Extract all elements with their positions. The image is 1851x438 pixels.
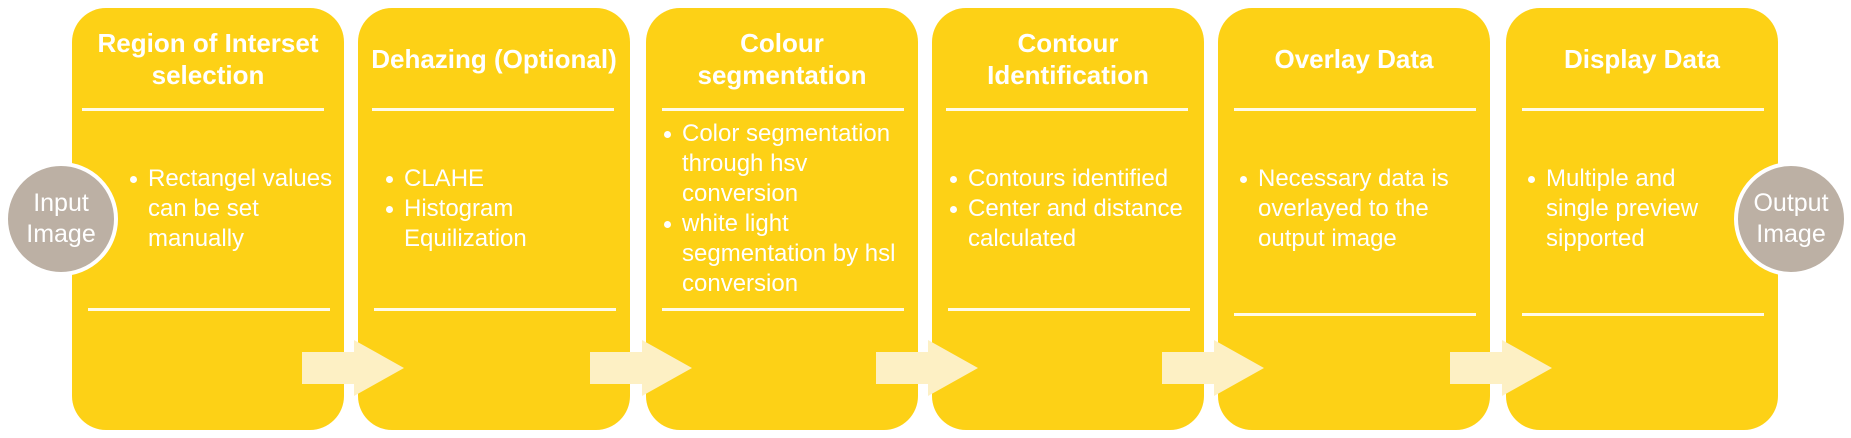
step-title: Region of Interset selection <box>97 28 319 90</box>
bullet-item: Necessary data is overlayed to the output image <box>1236 164 1482 254</box>
divider <box>1522 313 1764 316</box>
bullet-item: Histogram Equilization <box>382 194 622 254</box>
step-title: Dehazing (Optional) <box>371 44 617 74</box>
step-bullets <box>1524 110 1718 308</box>
step-bullets <box>660 110 914 308</box>
divider <box>948 308 1190 311</box>
step-title: Display Data <box>1563 44 1721 74</box>
step-bullets <box>1236 110 1482 308</box>
input-image-node <box>4 162 118 276</box>
divider <box>662 308 904 311</box>
divider <box>1234 313 1476 316</box>
bullet-item: CLAHE <box>382 164 622 194</box>
node-label-line: Image <box>1756 220 1826 248</box>
step-title: Colour segmentation <box>697 28 867 90</box>
step-bullets <box>946 110 1200 308</box>
flow-arrow-icon <box>302 340 404 396</box>
bullet-item: Center and distance calculated <box>946 194 1200 254</box>
step-title: Overlay Data <box>1274 44 1434 74</box>
bullet-item: Rectangel values can be set manually <box>126 164 336 254</box>
flow-arrow-icon <box>1162 340 1264 396</box>
node-label-line: Image <box>26 220 96 248</box>
flow-arrow-icon <box>590 340 692 396</box>
bullet-item: Multiple and single preview sipported <box>1524 164 1718 254</box>
divider <box>374 308 616 311</box>
bullet-item: white light segmentation by hsl conversion <box>660 209 914 299</box>
flow-arrow-icon <box>876 340 978 396</box>
bullet-item: Color segmentation through hsv conversion <box>660 119 914 209</box>
node-label-line: Input <box>33 189 89 217</box>
output-image-node <box>1734 162 1848 276</box>
node-label-line: Output <box>1753 189 1829 217</box>
bullet-item: Contours identified <box>946 164 1200 194</box>
step-bullets <box>382 110 622 308</box>
flow-arrow-icon <box>1450 340 1552 396</box>
divider <box>88 308 330 311</box>
step-bullets <box>126 110 336 308</box>
step-title: Contour Identification <box>987 28 1149 90</box>
